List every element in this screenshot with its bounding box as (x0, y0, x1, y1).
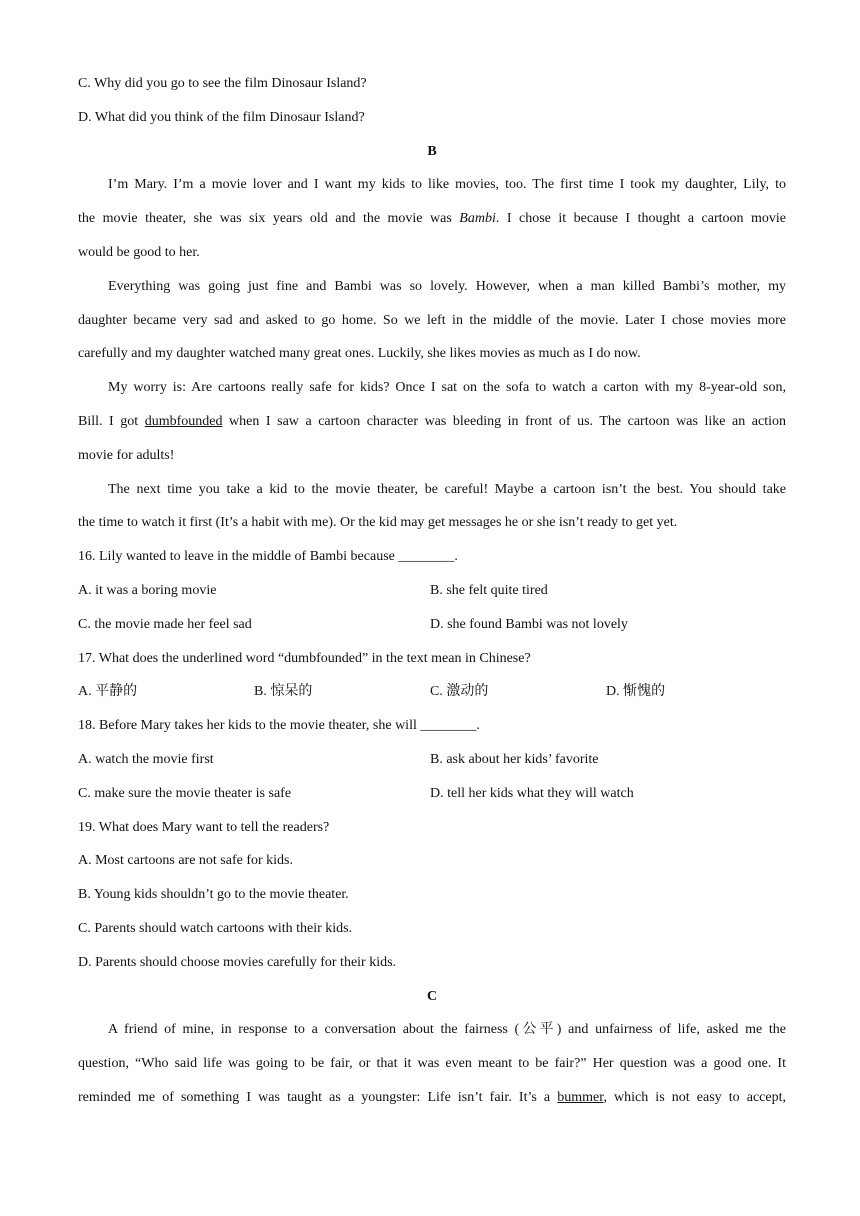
paragraph-line: reminded me of something I was taught as a youngster: Life isn’t fair. It’s a bummer, which is not easy to accept, (78, 1089, 786, 1105)
underlined-word-bummer: bummer (557, 1089, 604, 1105)
option-c: C. the movie made her feel sad (78, 616, 252, 632)
option-c: C. 激动的 (430, 684, 489, 700)
question-16 (78, 540, 786, 641)
question-stem: 17. What does the underlined word “dumbfounded” in the text mean in Chinese? (78, 650, 531, 666)
paragraph-line: would be good to her. (78, 244, 200, 260)
option-c-top: C. Why did you go to see the film Dinosaur Island? (78, 76, 367, 91)
section-b-paragraph-1 (78, 168, 786, 269)
question-17 (78, 642, 786, 710)
movie-title-italic: Bambi (459, 211, 496, 227)
option-b: B. she felt quite tired (430, 582, 548, 598)
option-d: D. tell her kids what they will watch (430, 785, 634, 801)
question-19 (78, 811, 786, 980)
section-b-paragraph-2 (78, 270, 786, 371)
section-heading-c: C (426, 988, 438, 1004)
paragraph-line: movie for adults! (78, 447, 175, 463)
underlined-word-dumbfounded: dumbfounded (144, 413, 223, 429)
option-b: B. 惊呆的 (254, 684, 313, 700)
paragraph-line: I’m Mary. I’m a movie lover and I want my kids to like movies, too. The first time I took my daughter, Lily, to (108, 177, 786, 193)
option-a: A. 平静的 (78, 684, 138, 700)
option-d: D. 惭愧的 (606, 684, 666, 700)
section-c-paragraph-1 (78, 1013, 786, 1114)
paragraph-line: the time to watch it first (It’s a habit with me). Or the kid may get messages he or she isn’t ready to get yet. (78, 515, 678, 531)
option-d-top: D. What did you think of the film Dinosaur Island? (78, 109, 365, 125)
option-b: B. ask about her kids’ favorite (430, 751, 599, 767)
section-b-paragraph-4 (78, 473, 786, 541)
option-d: D. she found Bambi was not lovely (430, 616, 628, 632)
paragraph-line: question, “Who said life was going to be fair, or that it was even meant to be fair?” Her question was a good one. It (78, 1056, 786, 1072)
paragraph-line: the movie theater, she was six years old and the movie was Bambi. I chose it because I thought a cartoon movie (78, 211, 786, 227)
question-stem: 18. Before Mary takes her kids to the movie theater, she will ________. (78, 718, 480, 734)
option-a: A. it was a boring movie (78, 582, 217, 598)
paragraph-line: A friend of mine, in response to a conversation about the fairness (公平) and unfairness of life, asked me the (108, 1022, 786, 1038)
paragraph-line: The next time you take a kid to the movie theater, be careful! Maybe a cartoon isn’t the best. You should take (108, 481, 786, 497)
option-c: C. make sure the movie theater is safe (78, 785, 292, 801)
section-b-paragraph-3 (78, 371, 786, 472)
section-heading-b: B (427, 143, 437, 159)
paragraph-line: Bill. I got dumbfounded when I saw a cartoon character was bleeding in front of us. The cartoon was like an action (78, 413, 787, 429)
paragraph-line: daughter became very sad and asked to go home. So we left in the middle of the movie. Later I chose movies more (78, 312, 786, 328)
document-page (78, 67, 786, 1115)
paragraph-line: My worry is: Are cartoons really safe for kids? Once I sat on the sofa to watch a carton with my 8-year-old son, (108, 380, 786, 396)
question-stem: 19. What does Mary want to tell the readers? (78, 819, 330, 835)
option-b: B. Young kids shouldn’t go to the movie theater. (78, 887, 349, 903)
paragraph-line: Everything was going just fine and Bambi was so lovely. However, when a man killed Bambi’s mother, my (108, 278, 786, 294)
option-a: A. Most cartoons are not safe for kids. (78, 853, 294, 869)
question-stem: 16. Lily wanted to leave in the middle of Bambi because ________. (78, 549, 458, 565)
question-18 (78, 709, 786, 810)
option-c: C. Parents should watch cartoons with their kids. (78, 920, 353, 936)
option-a: A. watch the movie first (78, 751, 214, 767)
option-d: D. Parents should choose movies carefully for their kids. (78, 954, 397, 970)
paragraph-line: carefully and my daughter watched many great ones. Luckily, she likes movies as much as I do now. (78, 346, 641, 362)
